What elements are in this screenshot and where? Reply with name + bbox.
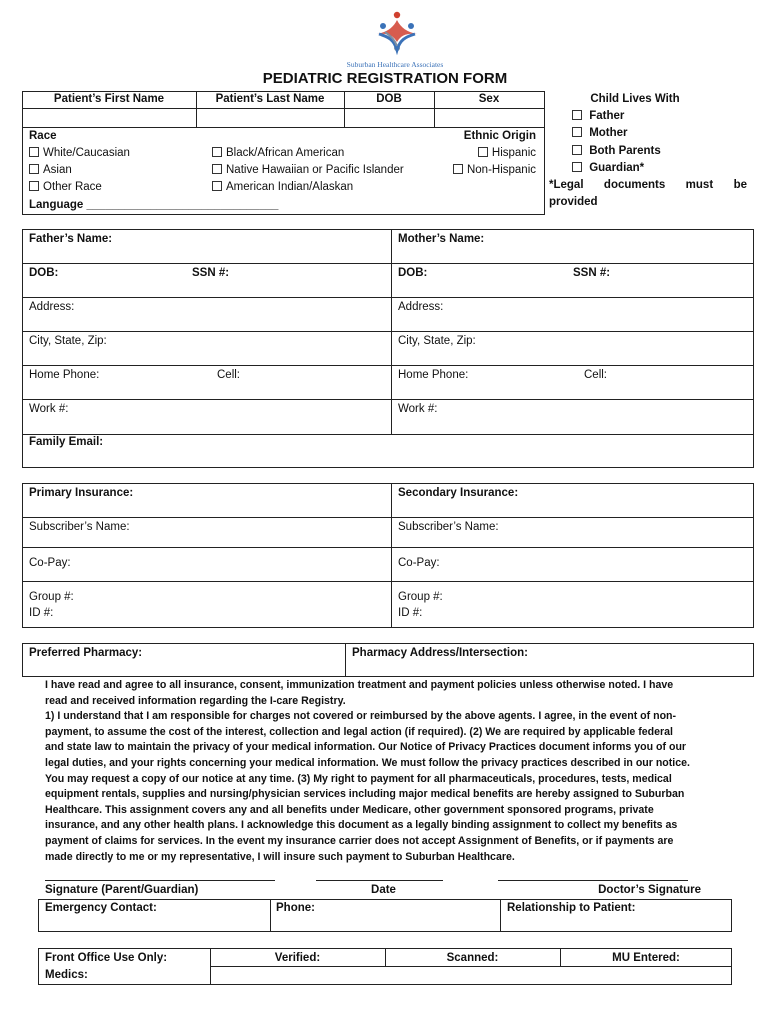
consent-paragraph [45,678,715,865]
language-field[interactable]: Language ______________________________ [29,199,279,211]
patient-dob-field[interactable] [345,109,433,126]
father-ssn-field[interactable]: SSN #: [192,267,230,279]
secondary-subscriber-field[interactable]: Subscriber’s Name: [398,521,499,533]
father-dob-field[interactable]: DOB: [29,267,59,279]
consent-line: Healthcare. This assignment covers any and all benefits under Medicare, other government sponsored programs, private [45,803,654,816]
row-divider [22,365,754,366]
primary-group-field[interactable]: Group #: [29,591,74,603]
checkbox-icon[interactable] [29,147,39,157]
father-name-field[interactable]: Father’s Name: [29,233,113,245]
legal-documents-note [549,179,747,191]
row-divider [22,547,754,548]
consent-line: and state law to maintain the privacy of your medical information. Our Notice of Privacy Practices document informs you of our [45,741,687,754]
row-divider [22,434,754,435]
ethnic-origin-label: Ethnic Origin [463,130,536,142]
emergency-phone-field[interactable]: Phone: [276,902,315,914]
race-option-label: Asian [43,164,72,176]
pharmacy-address-field[interactable]: Pharmacy Address/Intersection: [352,647,528,659]
mother-work-field[interactable]: Work #: [398,403,438,415]
patient-table-row-divider [22,127,545,128]
child-lives-with-label: Child Lives With [590,93,680,105]
family-email-field[interactable]: Family Email: [29,436,104,448]
secondary-insurance-field[interactable]: Secondary Insurance: [398,487,519,499]
race-option-label: Native Hawaiian or Pacific Islander [226,164,404,176]
race-option-label: Black/African American [226,147,345,159]
race-option-white[interactable] [29,147,130,159]
patient-dob-header: DOB [376,93,402,105]
pharmacy-col-divider [345,643,346,677]
mother-name-field[interactable]: Mother’s Name: [398,233,485,245]
mother-dob-field[interactable]: DOB: [398,267,428,279]
child-lives-mother[interactable] [572,127,628,139]
insurance-table [22,483,754,628]
father-work-field[interactable]: Work #: [29,403,69,415]
consent-line: read and received information regarding the I-care Registry. [45,694,346,707]
race-option-black[interactable] [212,147,344,159]
verified-field[interactable]: Verified: [274,952,321,964]
patient-table-top-border [22,91,545,92]
patient-table-right-border [544,91,545,214]
primary-insurance-field[interactable]: Primary Insurance: [29,487,134,499]
checkbox-icon[interactable] [572,110,582,120]
race-option-american-indian[interactable] [212,181,353,193]
parent-signature-label: Signature (Parent/Guardian) [45,884,199,896]
checkbox-icon[interactable] [572,127,582,137]
row-divider [22,331,754,332]
row-divider [22,581,754,582]
race-option-label: Other Race [43,181,102,193]
father-address-field[interactable]: Address: [29,301,75,313]
emergency-col-divider [270,899,271,932]
parent-signature-line[interactable] [45,880,275,881]
mother-address-field[interactable]: Address: [398,301,444,313]
father-city-field[interactable]: City, State, Zip: [29,335,107,347]
child-lives-option-label: Guardian* [589,162,645,174]
note-word: must [685,179,714,191]
consent-line: legal duties, and your rights concerning your medical information. We must follow the privacy practices described in our notice. [45,756,690,769]
form-title: PEDIATRIC REGISTRATION FORM [262,70,508,87]
consent-line: made directly to me or my representative, I will insure such payment to Suburban Healthcare. [45,850,515,863]
date-signature-line[interactable] [316,880,443,881]
secondary-id-field[interactable]: ID #: [398,607,423,619]
child-lives-guardian[interactable] [572,162,644,174]
ethnic-option-non-hispanic[interactable] [440,164,536,176]
patient-first-name-header: Patient’s First Name [53,93,165,105]
patient-table-bottom-border [22,214,545,215]
consent-line: equipment rentals, supplies and nursing/physician services including major medical benefits are hereby assigned to Suburban [45,788,685,801]
secondary-copay-field[interactable]: Co-Pay: [398,557,440,569]
doctor-signature-line[interactable] [498,880,688,881]
ethnic-option-label: Non-Hispanic [466,164,536,176]
child-lives-father[interactable] [572,110,624,122]
people-circle-logo-icon [367,4,427,60]
child-lives-option-label: Mother [589,127,628,139]
ethnic-option-label: Hispanic [491,147,536,159]
front-office-label: Front Office Use Only: [45,952,168,964]
note-word: documents [603,179,666,191]
patient-last-name-field[interactable] [197,109,343,126]
race-option-asian[interactable] [29,164,72,176]
date-label: Date [371,884,396,896]
consent-line: payment, to assume the cost of the interest, collection and legal action (if required). (2) We are required by applicable federal [45,725,673,738]
mother-cell-field[interactable]: Cell: [584,369,608,381]
child-lives-both-parents[interactable] [572,145,661,157]
checkbox-icon[interactable] [29,164,39,174]
mother-home-phone-field[interactable]: Home Phone: [398,369,469,381]
primary-copay-field[interactable]: Co-Pay: [29,557,71,569]
consent-line: payment of claims for services. In the event my insurance carrier does not accept Assignment of Benefits, or if payments are [45,834,674,847]
father-cell-field[interactable]: Cell: [217,369,241,381]
note-word: be [733,179,747,191]
checkbox-icon[interactable] [212,181,222,191]
race-option-label: White/Caucasian [43,147,130,159]
consent-line: You may request a copy of our notice at any time. (3) My right to payment for all pharmaceuticals, procedures, tests, medical [45,772,672,785]
patient-sex-field[interactable] [435,109,543,126]
mu-entered-field[interactable]: MU Entered: [612,952,680,964]
consent-line: I have read and agree to all insurance, consent, immunization treatment and payment policies unless otherwise noted. I have [45,679,674,691]
ethnic-option-hispanic[interactable] [440,147,536,159]
primary-id-field[interactable]: ID #: [29,607,54,619]
insurance-col-divider [391,483,392,628]
checkbox-icon[interactable] [212,164,222,174]
checkbox-icon[interactable] [453,164,463,174]
consent-line: 1) I understand that I am responsible for charges not covered or reimbursed by the above agents. I agree, in the event of non- [45,710,677,723]
emergency-col-divider [500,899,501,932]
checkbox-icon[interactable] [478,147,488,157]
race-option-other[interactable] [29,181,102,193]
preferred-pharmacy-field[interactable]: Preferred Pharmacy: [29,647,143,659]
relationship-field[interactable]: Relationship to Patient: [507,902,636,914]
primary-subscriber-field[interactable]: Subscriber’s Name: [29,521,130,533]
mother-city-field[interactable]: City, State, Zip: [398,335,476,347]
doctor-signature-label: Doctor’s Signature [598,884,701,896]
checkbox-icon[interactable] [572,145,582,155]
medics-field[interactable]: Medics: [45,969,88,981]
scanned-field[interactable]: Scanned: [446,952,499,964]
emergency-contact-field[interactable]: Emergency Contact: [45,902,157,914]
patient-sex-header: Sex [478,93,500,105]
race-label: Race [29,130,57,142]
checkbox-icon[interactable] [212,147,222,157]
patient-first-name-field[interactable] [23,109,195,126]
row-divider [22,517,754,518]
logo [367,4,427,60]
consent-line: insurance, and any other health plans. I acknowledge this document as a legally binding assignment to collect my benefits as [45,819,678,832]
child-lives-option-label: Father [589,110,625,122]
father-home-phone-field[interactable]: Home Phone: [29,369,100,381]
row-divider [22,263,754,264]
parents-table [22,229,754,468]
race-option-hawaiian[interactable] [212,164,404,176]
patient-last-name-header: Patient’s Last Name [215,93,325,105]
secondary-group-field[interactable]: Group #: [398,591,443,603]
row-divider [22,399,754,400]
row-divider [22,297,754,298]
note-word: *Legal [549,179,584,191]
legal-documents-note-line2: provided [549,196,598,208]
checkbox-icon[interactable] [572,162,582,172]
race-option-label: American Indian/Alaskan [226,181,354,193]
child-lives-option-label: Both Parents [589,145,661,157]
mother-ssn-field[interactable]: SSN #: [573,267,611,279]
office-row-divider [210,966,732,967]
org-name: Suburban Healthcare Associates [346,60,444,69]
checkbox-icon[interactable] [29,181,39,191]
